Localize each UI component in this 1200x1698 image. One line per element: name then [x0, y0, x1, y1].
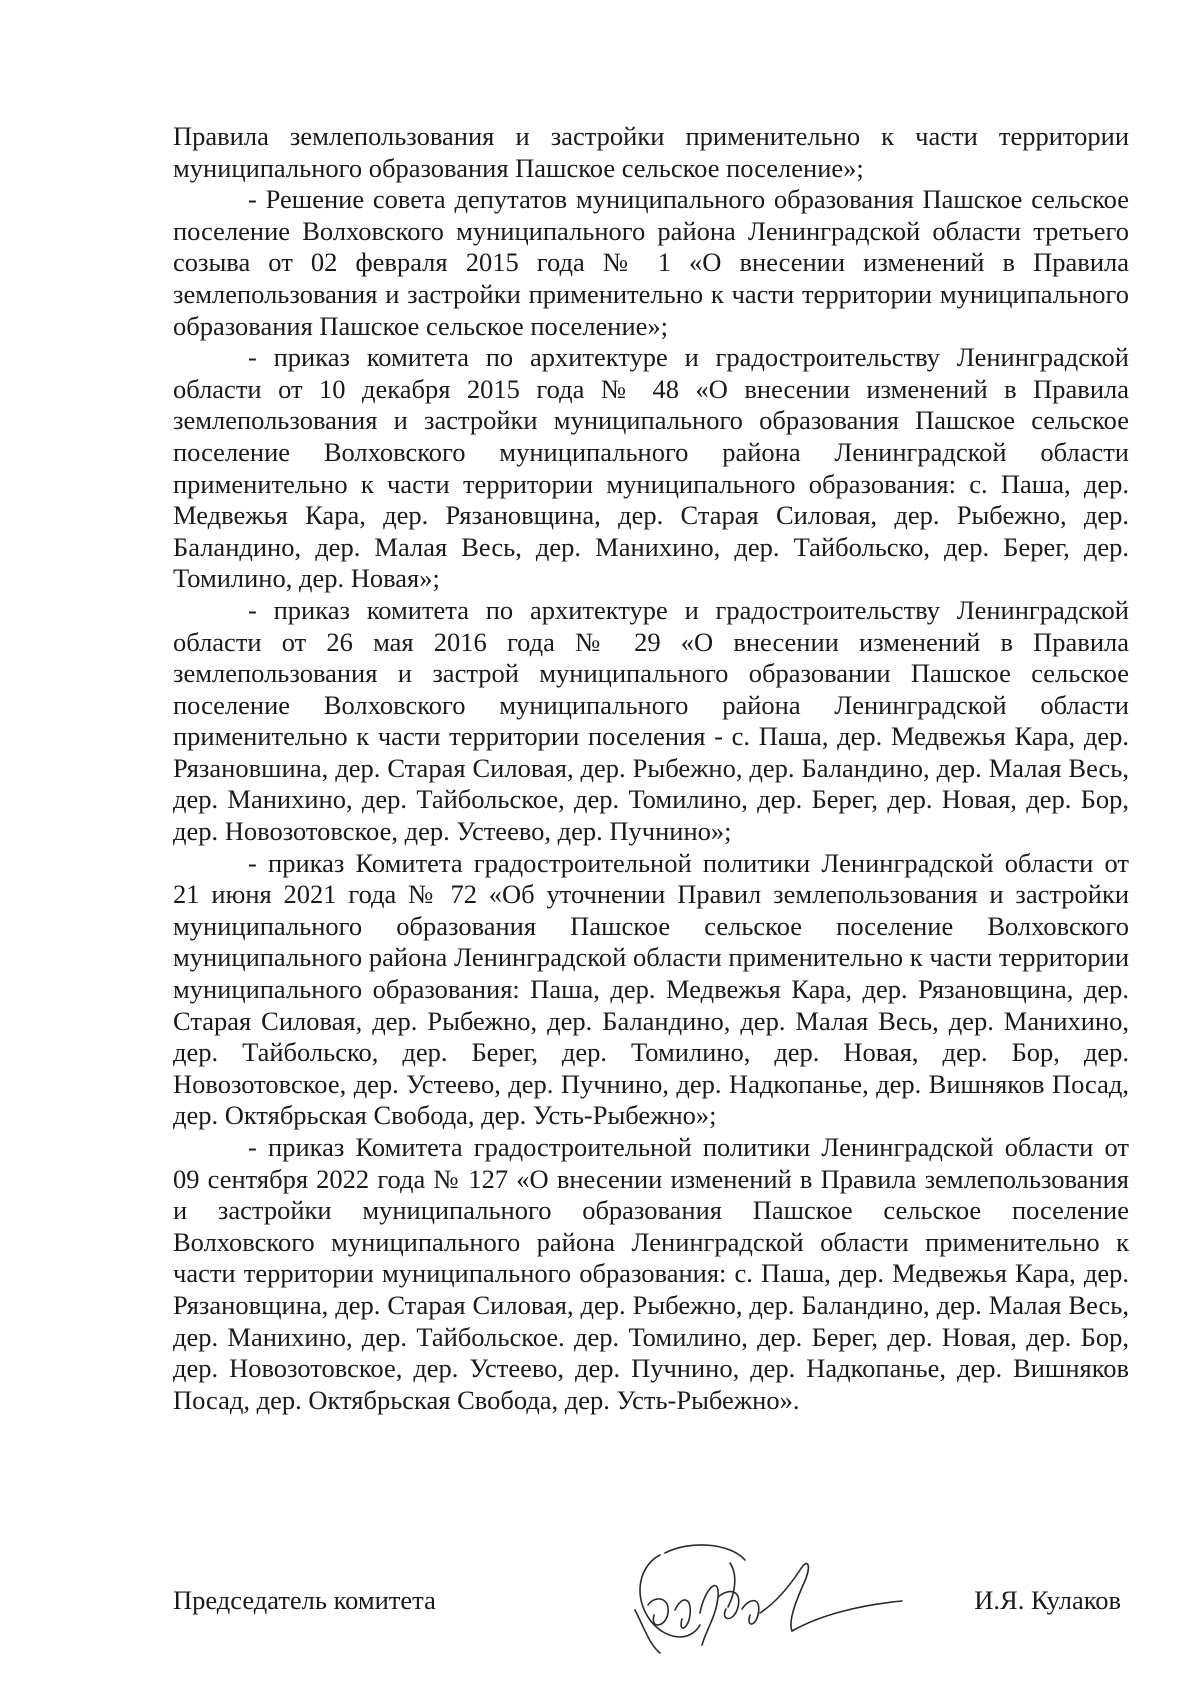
paragraph-order-2015: - приказ комитета по архитектуре и градостроительству Ленинградской области от 10 декабря 2015 года № 48 «О внесении изменений в Правила землепользования и застройки муниципального образования Пашское сельское поселение Волховского муниципального района Ленинградской области применительно к части территории муниципального образования: с. Паша, дер. Медвежья Кара, дер. Рязановщина, дер. Старая Силовая, дер. Рыбежно, дер. Баландино, дер. Малая Весь, дер. Манихино, дер. Тайбольско, дер. Берег, дер. Томилино, дер. Новая»; — [173, 342, 1129, 594]
document-body — [173, 121, 1129, 1416]
handwritten-signature — [620, 1535, 920, 1665]
signatory-role: Председатель комитета — [173, 1585, 436, 1615]
paragraph-council-decision-2015: - Решение совета депутатов муниципального образования Пашское сельское поселение Волховского муниципального района Ленинградской области третьего созыва от 02 февраля 2015 года № 1 «О внесении изменений в Правила землепользования и застройки применительно к части территории муниципального образования Пашское сельское поселение»; — [173, 184, 1129, 341]
paragraph-continuation: Правила землепользования и застройки применительно к части территории муниципального образования Пашское сельское поселение»; — [173, 121, 1129, 183]
signatory-name: И.Я. Кулаков — [974, 1585, 1121, 1615]
paragraph-order-2016: - приказ комитета по архитектуре и градостроительству Ленинградской области от 26 мая 2016 года № 29 «О внесении изменений в Правила землепользования и застрой муниципального образовании Пашское сельское поселение Волховского муниципального района Ленинградской области применительно к части территории поселения - с. Паша, дер. Медвежья Кара, дер. Рязановшина, дер. Старая Силовая, дер. Рыбежно, дер. Баландино, дер. Малая Весь, дер. Манихино, дер. Тайбольское, дер. Томилино, дер. Берег, дер. Новая, дер. Бор, дер. Новозотовское, дер. Устеево, дер. Пучнино»; — [173, 594, 1129, 847]
paragraph-order-2021: - приказ Комитета градостроительной политики Ленинградской области от 21 июня 2021 года № 72 «Об уточнении Правил землепользования и застройки муниципального образования Пашское сельское поселение Волховского муниципального района Ленинградской области применительно к части территории муниципального образования: Паша, дер. Медвежья Кара, дер. Рязановщина, дер. Старая Силовая, дер. Рыбежно, дер. Баландино, дер. Малая Весь, дер. Манихино, дер. Тайбольско, дер. Берег, дер. Томилино, дер. Новая, дер. Бор, дер. Новозотовское, дер. Устеево, дер. Пучнино, дер. Надкопанье, дер. Вишняков Посад, дер. Октябрьская Свобода, дер. Усть-Рыбежно»; — [173, 847, 1129, 1131]
paragraph-order-2022: - приказ Комитета градостроительной политики Ленинградской области от 09 сентября 2022 года № 127 «О внесении изменений в Правила землепользования и застройки муниципального образования Пашское сельское поселение Волховского муниципального района Ленинградской области применительно к части территории муниципального образования: с. Паша, дер. Медвежья Кара, дер. Рязановщина, дер. Старая Силовая, дер. Рыбежно, дер. Баландино, дер. Малая Весь, дер. Манихино, дер. Тайбольское. дер. Томилино, дер. Берег, дер. Новая, дер. Бор, дер. Новозотовское, дер. Устеево, дер. Пучнино, дер. Надкопанье, дер. Вишняков Посад, дер. Октябрьская Свобода, дер. Усть-Рыбежно». — [173, 1132, 1129, 1415]
